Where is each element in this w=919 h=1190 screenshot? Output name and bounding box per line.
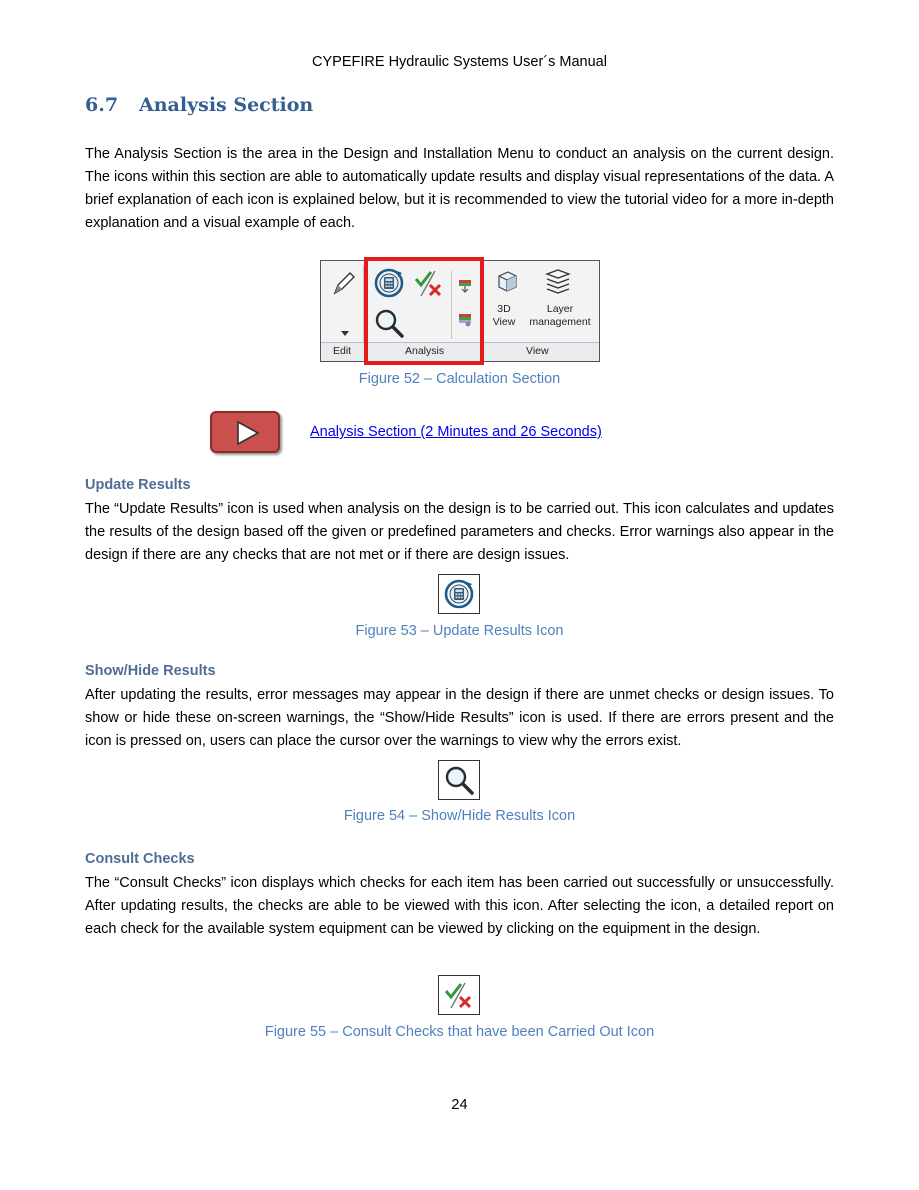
video-tutorial-link[interactable]: Analysis Section (2 Minutes and 26 Seconds): [310, 424, 602, 440]
play-icon: [235, 420, 261, 446]
video-play-button[interactable]: [210, 411, 280, 453]
section-title: Analysis Section: [139, 94, 314, 116]
group-label-edit: Edit: [333, 345, 352, 357]
consult-checks-paragraph: The “Consult Checks” icon displays which checks for each item has been carried out successfully or unsuccessfully. After updating results, the checks are able to be viewed with this icon. After selecting the icon, a detailed report on each check for the available system equipment can be viewed by clicking on the equipment in the design.: [85, 875, 834, 937]
figure-55-caption: Figure 55 – Consult Checks that have been Carried Out Icon: [264, 1024, 655, 1040]
figure-54-caption: Figure 54 – Show/Hide Results Icon: [343, 808, 576, 824]
show-hide-paragraph: After updating the results, error messages may appear in the design if there are unmet checks or design issues. To show or hide these on-screen warnings, the “Show/Hide Results” icon is used. If there are errors present and the icon is pressed on, users can place the cursor over the warnings to view why the errors exist.: [85, 687, 834, 749]
layer-management-icon: [543, 267, 573, 297]
3d-view-label: 3D View: [492, 303, 516, 328]
figure-52-caption: Figure 52 – Calculation Section: [358, 371, 561, 387]
dropdown-arrow-icon: [341, 331, 349, 336]
layer-management-label: Layer management: [529, 303, 591, 328]
update-results-figure: [438, 574, 480, 614]
consult-checks-figure: [438, 975, 480, 1015]
update-results-paragraph: The “Update Results” icon is used when analysis on the design is to be carried out. This icon calculates and updates the results of the design based off the given or predefined parameters and checks. Error warnings also appear in the design if there are any checks that are not met or if there are design issues.: [85, 501, 834, 563]
intro-paragraph: The Analysis Section is the area in the Design and Installation Menu to conduct an analysis on the current design. The icons within this section are able to automatically update results and display visual representations of the data. A brief explanation of each icon is explained below, but it is recommended to view the tutorial video for a more in-depth explanation and a visual example of each.: [85, 146, 834, 231]
figure-53-caption: Figure 53 – Update Results Icon: [355, 623, 564, 639]
section-number: 6.7: [85, 94, 119, 116]
section-heading: [85, 94, 313, 116]
consult-checks-icon: [443, 979, 475, 1011]
update-results-heading: Update Results: [85, 477, 191, 493]
group-label-view: View: [526, 345, 549, 357]
3d-view-icon: [493, 267, 521, 295]
show-hide-heading: Show/Hide Results: [85, 663, 216, 679]
pencil-icon: [331, 269, 357, 297]
group-label-analysis: Analysis: [405, 345, 445, 357]
show-hide-figure: [438, 760, 480, 800]
page-number: 24: [451, 1097, 468, 1113]
running-header: CYPEFIRE Hydraulic Systems User´s Manual: [312, 54, 607, 70]
update-results-icon: [443, 578, 475, 610]
magnifier-icon: [443, 764, 475, 796]
consult-checks-heading: Consult Checks: [85, 851, 195, 867]
analysis-highlight-box: [364, 257, 484, 365]
